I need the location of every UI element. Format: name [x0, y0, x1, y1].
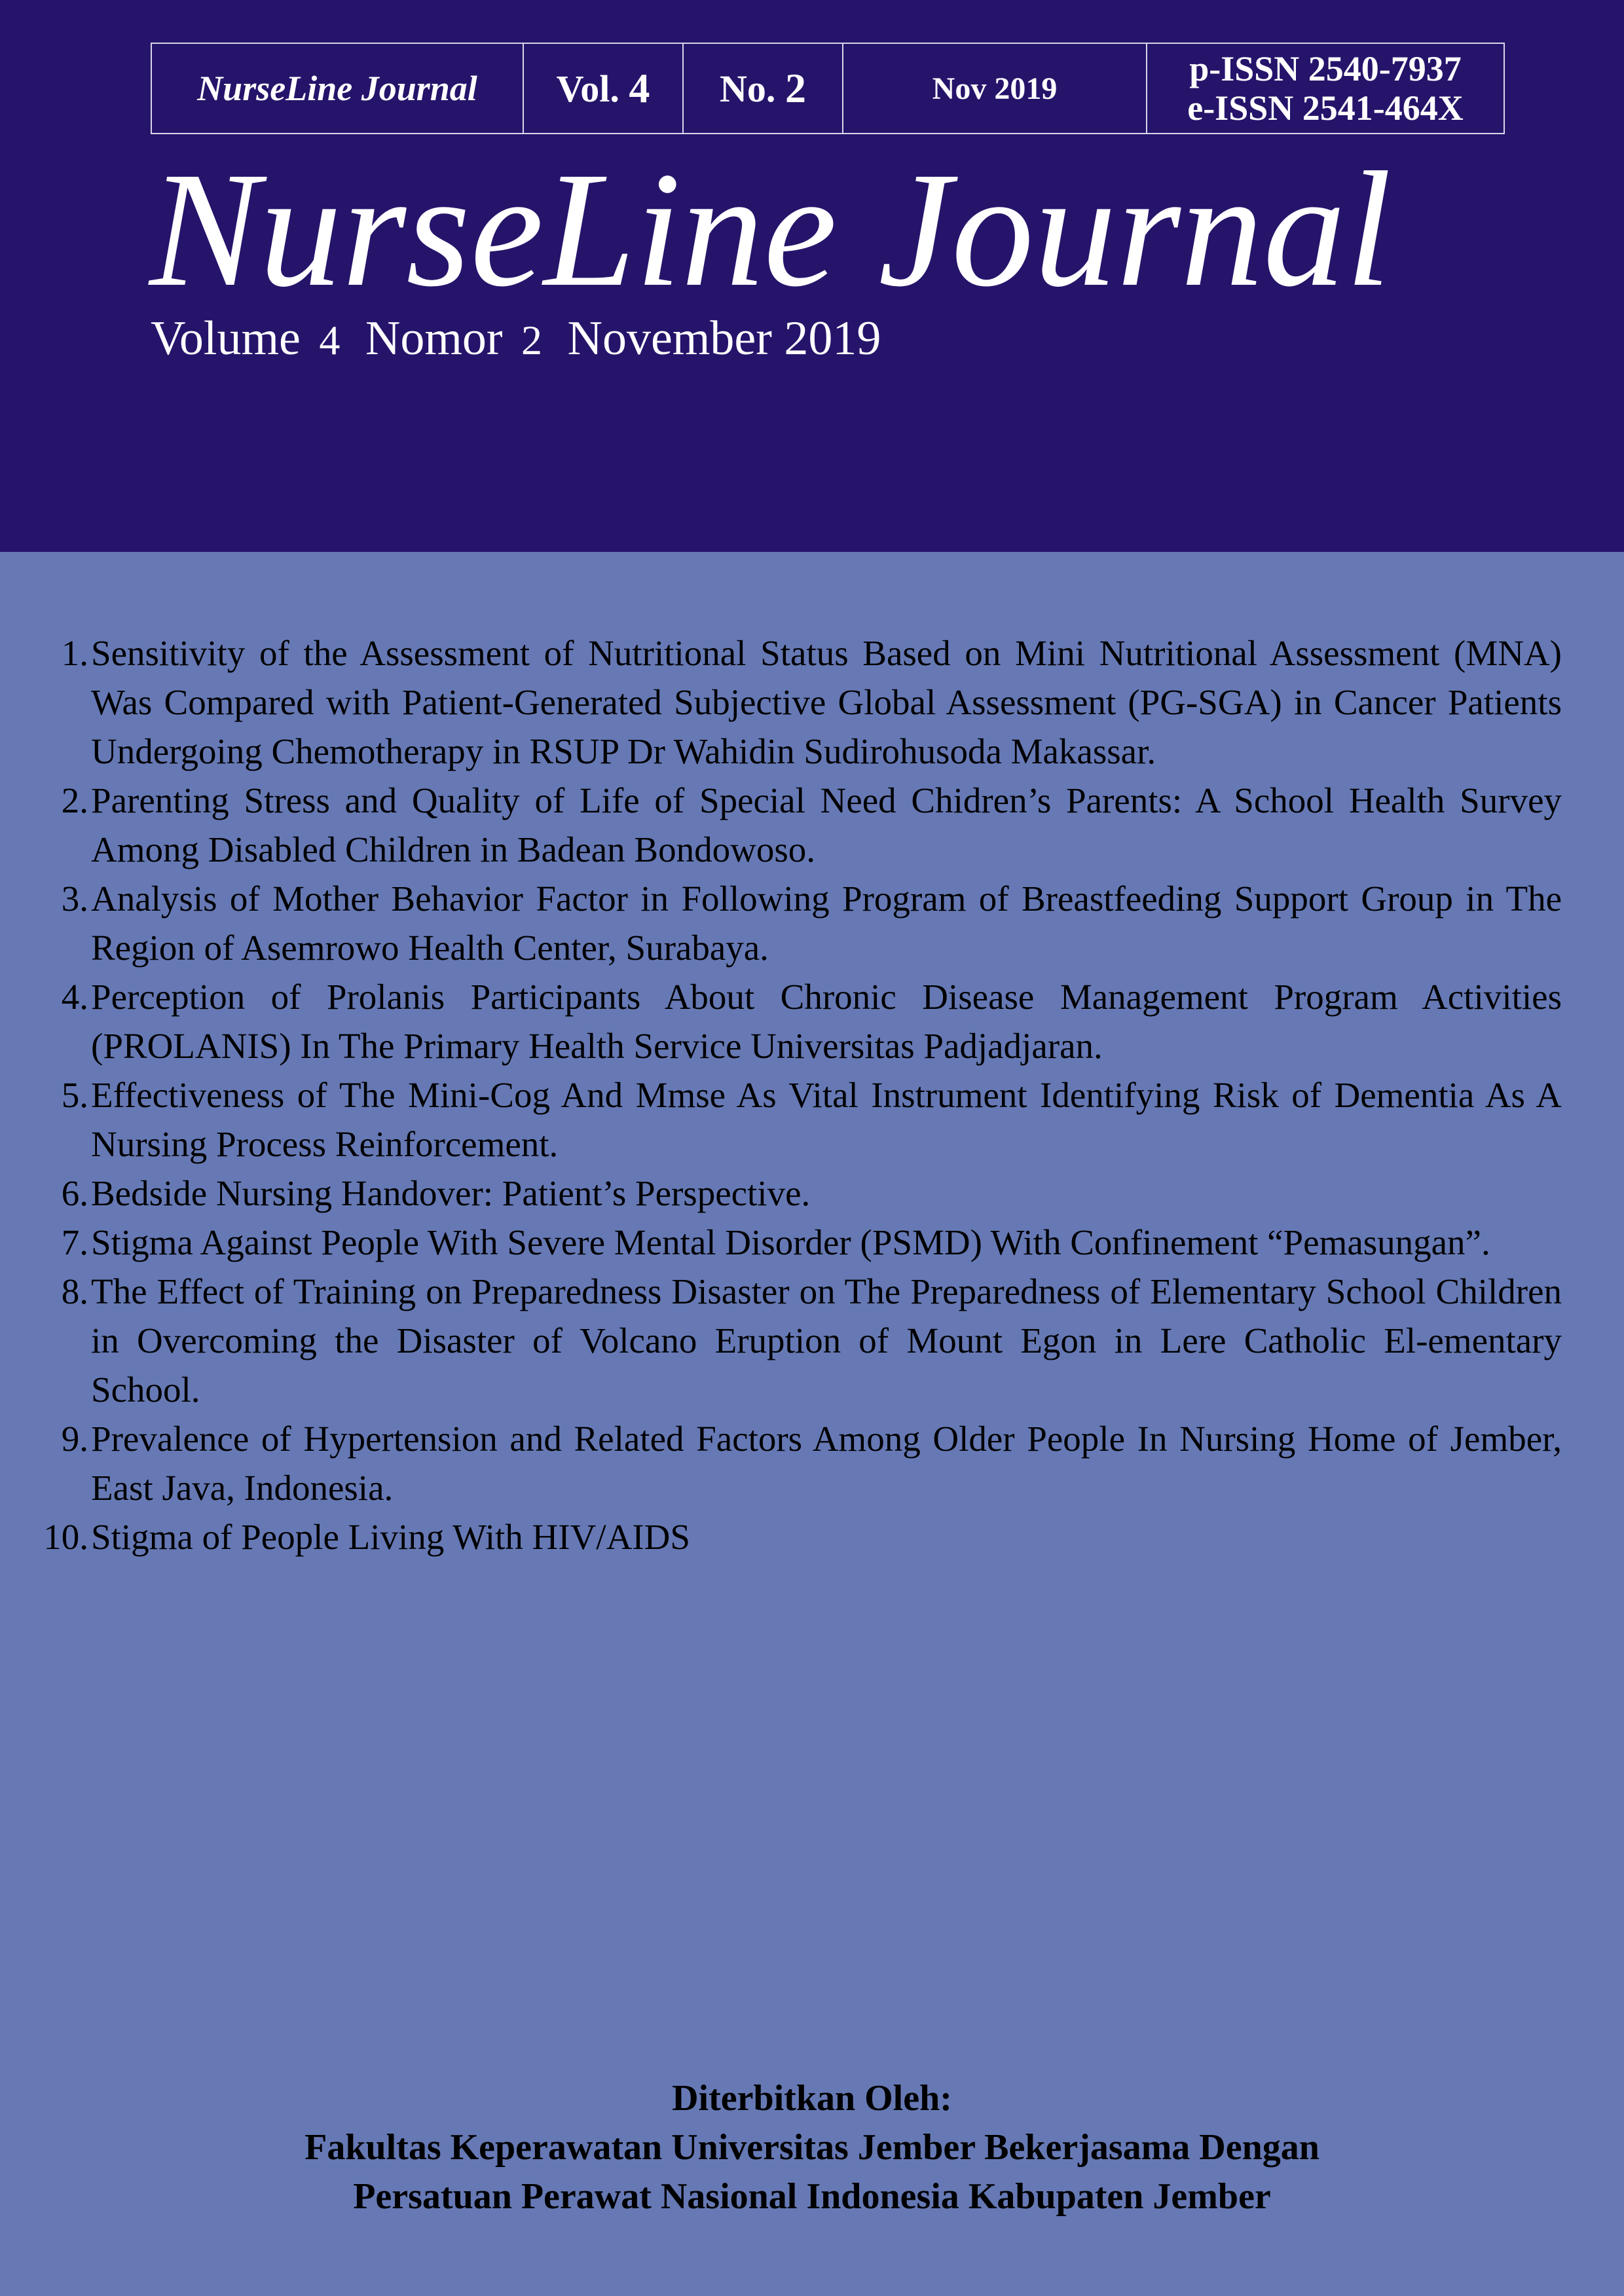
toc-item [39, 629, 1562, 776]
e-issn: e-ISSN 2541-464X [1187, 88, 1464, 128]
info-number-value: 2 [784, 65, 806, 111]
toc-item-title: Bedside Nursing Handover: Patient’s Perspective. [91, 1173, 811, 1213]
issue-subtitle [151, 309, 887, 370]
info-volume [524, 44, 684, 133]
toc-item-title: Analysis of Mother Behavior Factor in Following Program of Breastfeeding Support Group in The Region of Asemrowo Health Center, Surabaya. [91, 879, 1562, 968]
subtitle-nomor-label: Nomor [365, 312, 503, 365]
publisher-block [0, 2074, 1624, 2221]
p-issn: p-ISSN 2540-7937 [1189, 49, 1462, 88]
info-number-label: No. [720, 67, 776, 110]
subtitle-volume-number: 4 [319, 317, 341, 363]
toc-item-number: 2. [61, 780, 88, 820]
toc-item-number: 6. [61, 1173, 88, 1213]
info-number [684, 44, 843, 133]
info-issn [1147, 44, 1504, 133]
subtitle-date: November 2019 [567, 312, 881, 365]
subtitle-nomor [365, 312, 549, 365]
toc-item-number: 7. [61, 1222, 88, 1262]
toc-item [39, 1414, 1562, 1512]
toc-item-number: 5. [61, 1075, 88, 1115]
table-of-contents [39, 629, 1562, 1561]
toc-item [39, 1512, 1562, 1561]
toc-item-title: Sensitivity of the Assessment of Nutritional Status Based on Mini Nutritional Assessment (MNA) Was Compared with Patient-Generated Subjective Global Assessment (PG-SGA) in Cancer Patients Undergoing Chemotherapy in RSUP Dr Wahidin Sudirohusoda Makassar. [91, 633, 1562, 771]
subtitle-nomor-number: 2 [521, 317, 543, 363]
toc-item-title: Prevalence of Hypertension and Related Factors Among Older People In Nursing Home of Jember, East Java, Indonesia. [91, 1419, 1562, 1508]
toc-item-title: Parenting Stress and Quality of Life of Special Need Chidren’s Parents: A School Health Survey Among Disabled Children in Badean Bondowoso. [91, 780, 1562, 869]
publisher-line-2: Persatuan Perawat Nasional Indonesia Kabupaten Jember [353, 2176, 1271, 2217]
info-volume-label: Vol. [556, 67, 619, 110]
info-volume-number: 4 [629, 65, 650, 111]
toc-item [39, 1267, 1562, 1414]
toc-item [39, 1218, 1562, 1267]
toc-item [39, 1169, 1562, 1218]
info-journal-name: NurseLine Journal [152, 44, 524, 133]
toc-item-number: 3. [61, 879, 88, 919]
toc-item-number: 8. [61, 1271, 88, 1311]
toc-item-title: Perception of Prolanis Participants About Chronic Disease Management Program Activities (PROLANIS) In The Primary Health Service Universitas Padjadjaran. [91, 977, 1562, 1066]
toc-item-title: Stigma of People Living With HIV/AIDS [91, 1517, 690, 1557]
toc-item-title: The Effect of Training on Preparedness Disaster on The Preparedness of Elementary School Children in Overcoming the Disaster of Volcano Eruption of Mount Egon in Lere Catholic El-ementary School. [91, 1271, 1562, 1410]
toc-item-number: 1. [61, 633, 88, 673]
toc-item-number: 4. [61, 977, 88, 1017]
info-date: Nov 2019 [843, 44, 1147, 133]
publisher-label: Diterbitkan Oleh: [672, 2078, 952, 2119]
subtitle-volume [151, 312, 346, 365]
toc-item-number: 10. [43, 1517, 88, 1557]
toc-item [39, 874, 1562, 972]
subtitle-volume-label: Volume [151, 312, 301, 365]
journal-title: NurseLine Journal [149, 137, 1392, 321]
toc-item-title: Effectiveness of The Mini-Cog And Mmse As Vital Instrument Identifying Risk of Dementia As A Nursing Process Reinforcement. [91, 1075, 1562, 1164]
toc-item-number: 9. [61, 1419, 88, 1459]
toc-item [39, 972, 1562, 1070]
publisher-line-1: Fakultas Keperawatan Universitas Jember Bekerjasama Dengan [304, 2127, 1320, 2168]
issue-info-bar [151, 43, 1505, 134]
toc-item [39, 1070, 1562, 1169]
toc-item [39, 776, 1562, 874]
toc-item-title: Stigma Against People With Severe Mental Disorder (PSMD) With Confinement “Pemasungan”. [91, 1222, 1490, 1262]
